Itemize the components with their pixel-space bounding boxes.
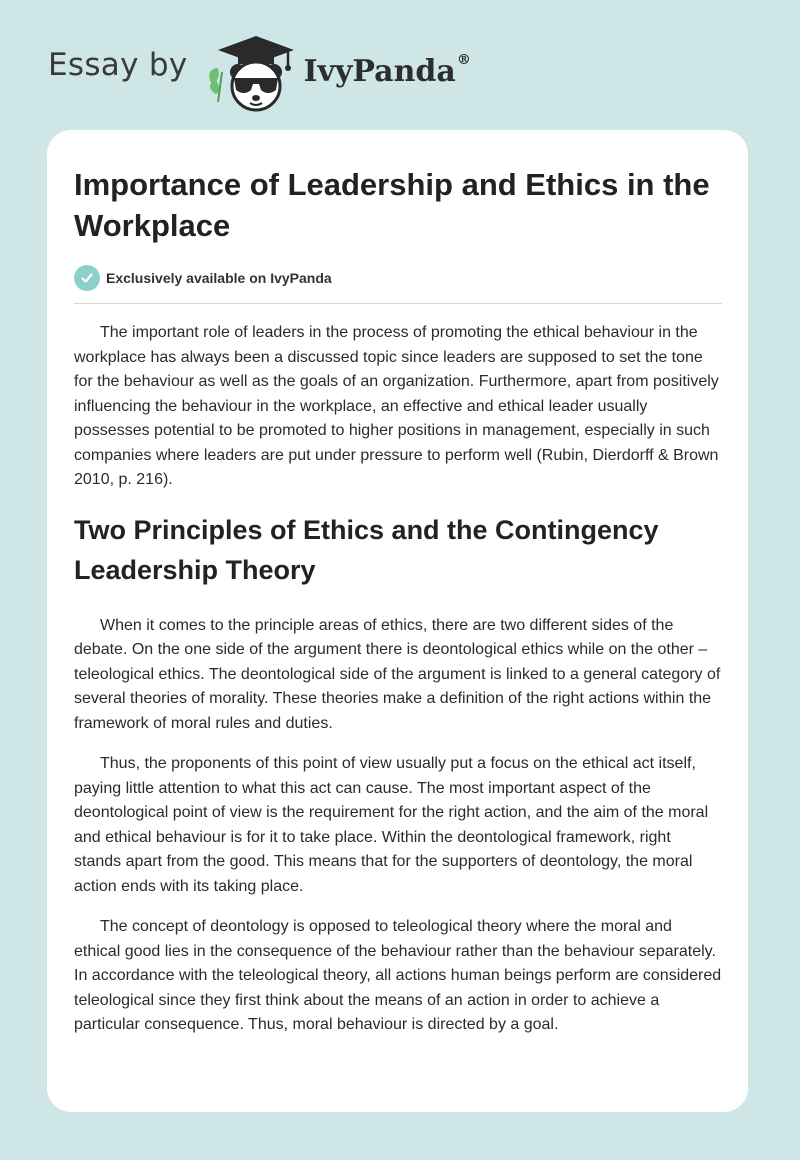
body-paragraph: The concept of deontology is opposed to teleological theory where the moral and ethical good lies in the consequence of the behaviour rather than the behaviour separately. In accordance with the teleological theory, all actions human beings perform are considered teleological since they first think about the means of an action in order to achieve a particular consequence. Thus, moral behaviour is directed by a goal. bbox=[74, 918, 722, 1033]
registered-mark: ® bbox=[456, 51, 471, 68]
essay-content bbox=[74, 164, 722, 1038]
divider bbox=[74, 303, 722, 304]
section-heading: Two Principles of Ethics and the Contingency Leadership Theory bbox=[74, 514, 659, 585]
check-icon bbox=[74, 265, 100, 291]
exclusive-label: Exclusively available on IvyPanda bbox=[106, 270, 332, 286]
essay-card bbox=[47, 130, 748, 1112]
body-paragraph: Thus, the proponents of this point of view usually put a focus on the ethical act itself, paying little attention to what this act can cause. The most important aspect of the deontological point of view is the requirement for the right action, and the aim of the moral and ethical behaviour is for it to take place. Within the deontological framework, right stands apart from the good. This means that for the supporters of deontology, the moral action ends with its taking place. bbox=[74, 755, 709, 895]
essay-by-label: Essay by bbox=[48, 47, 188, 83]
page-title: Importance of Leadership and Ethics in the Workplace bbox=[74, 167, 710, 243]
panda-graduation-cap-icon[interactable] bbox=[204, 32, 300, 114]
site-header bbox=[48, 28, 471, 118]
exclusive-badge bbox=[74, 264, 722, 292]
brand-name[interactable]: IvyPanda® bbox=[303, 51, 471, 89]
intro-paragraph: The important role of leaders in the process of promoting the ethical behaviour in the workplace has always been a discussed topic since leaders are supposed to set the tone for the behaviour as well as the goals of an organization. Furthermore, apart from positively influencing the behaviour in the workplace, an effective and ethical leader usually possesses potential to be promoted to higher positions in management, especially in such companies where leaders are put under pressure to perform well (Rubin, Dierdorff & Brown 2010, p. 216). bbox=[74, 324, 719, 488]
body-paragraph: When it comes to the principle areas of ethics, there are two different sides of the debate. On the one side of the argument there is deontological ethics while on the other – teleological ethics. The deontological side of the argument is linked to a general category of several theories of morality. These theories make a definition of the right actions within the framework of moral rules and duties. bbox=[74, 616, 721, 732]
